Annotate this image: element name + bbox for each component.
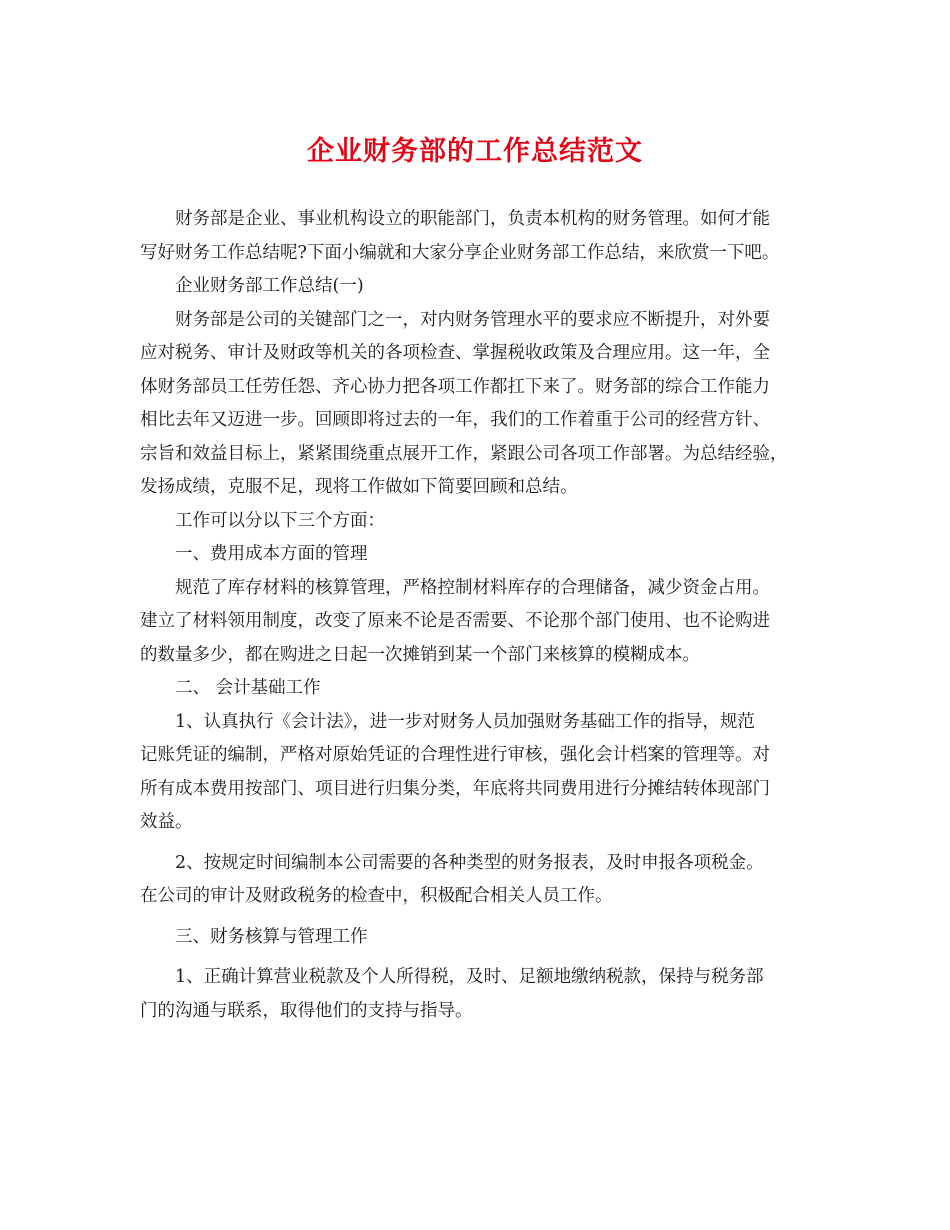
paragraph [140,706,830,840]
text-line: 2、按规定时间编制本公司需要的各种类型的财务报表，及时申报各项税金。 [175,852,764,873]
paragraph [140,572,830,673]
paragraph [140,672,830,706]
text-line: 1、正确计算营业税款及个人所得税，及时、足额地缴纳税款，保持与税务部 [175,967,764,987]
text-line: 宗旨和效益目标上，紧紧围绕重点展开工作，紧跟公司各项工作部署。为总结经验， [140,443,788,464]
text-line: 工作可以分以下三个方面： [175,510,385,531]
text-line: 发扬成绩，克服不足，现将工作做如下简要回顾和总结。 [140,477,578,497]
paragraph [140,270,830,304]
paragraph [140,847,830,914]
paragraph [140,203,830,270]
text-line: 财务部是公司的关键部门之一，对内财务管理水平的要求应不断提升，对外要 [175,309,770,330]
text-line: 财务部是企业、事业机构设立的职能部门，负责本机构的财务管理。如何才能 [175,209,770,229]
text-line: 相比去年又迈进一步。回顾即将过去的一年，我们的工作着重于公司的经营方针、 [140,410,770,430]
text-line: 建立了材料领用制度，改变了原来不论是否需要、不论那个部门使用、也不论购进 [140,611,770,631]
text-line: 企业财务部工作总结(一) [175,276,364,296]
text-line: 记账凭证的编制，严格对原始凭证的合理性进行审核，强化会计档案的管理等。对 [140,745,770,765]
text-line: 1、认真执行《会计法》，进一步对财务人员加强财务基础工作的指导，规范 [175,711,755,732]
text-line: 的数量多少，都在购进之日起一次摊销到某一个部门来核算的模糊成本。 [140,644,700,665]
text-line: 规范了库存材料的核算管理，严格控制材料库存的合理储备，减少资金占用。 [175,577,770,598]
text-line: 写好财务工作总结呢?下面小编就和大家分享企业财务部工作总结，来欣赏一下吧。 [140,242,780,263]
paragraph [140,961,830,1028]
text-line: 在公司的审计及财政税务的检查中，积极配合相关人员工作。 [140,886,613,906]
text-line: 所有成本费用按部门、项目进行归集分类，年底将共同费用进行分摊结转体现部门 [140,778,770,799]
text-line: 门的沟通与联系，取得他们的支持与指导。 [140,1000,473,1021]
text-line: 二、 会计基础工作 [175,678,321,698]
text-line: 效益。 [140,812,193,832]
text-line: 应对税务、审计及财政等机关的各项检查、掌握税收政策及合理应用。这一年，全 [140,343,770,363]
text-line: 体财务部员工任劳任怨、齐心协力把各项工作都扛下来了。财务部的综合工作能力 [140,376,770,397]
paragraph [140,505,830,539]
text-line: 一、费用成本方面的管理 [175,544,368,564]
page-title: 企业财务部的工作总结范文 [307,136,643,167]
paragraph [140,538,830,572]
document-body [140,203,830,1028]
paragraph [140,921,830,955]
text-line: 三、财务核算与管理工作 [175,926,368,947]
paragraph [140,304,830,505]
